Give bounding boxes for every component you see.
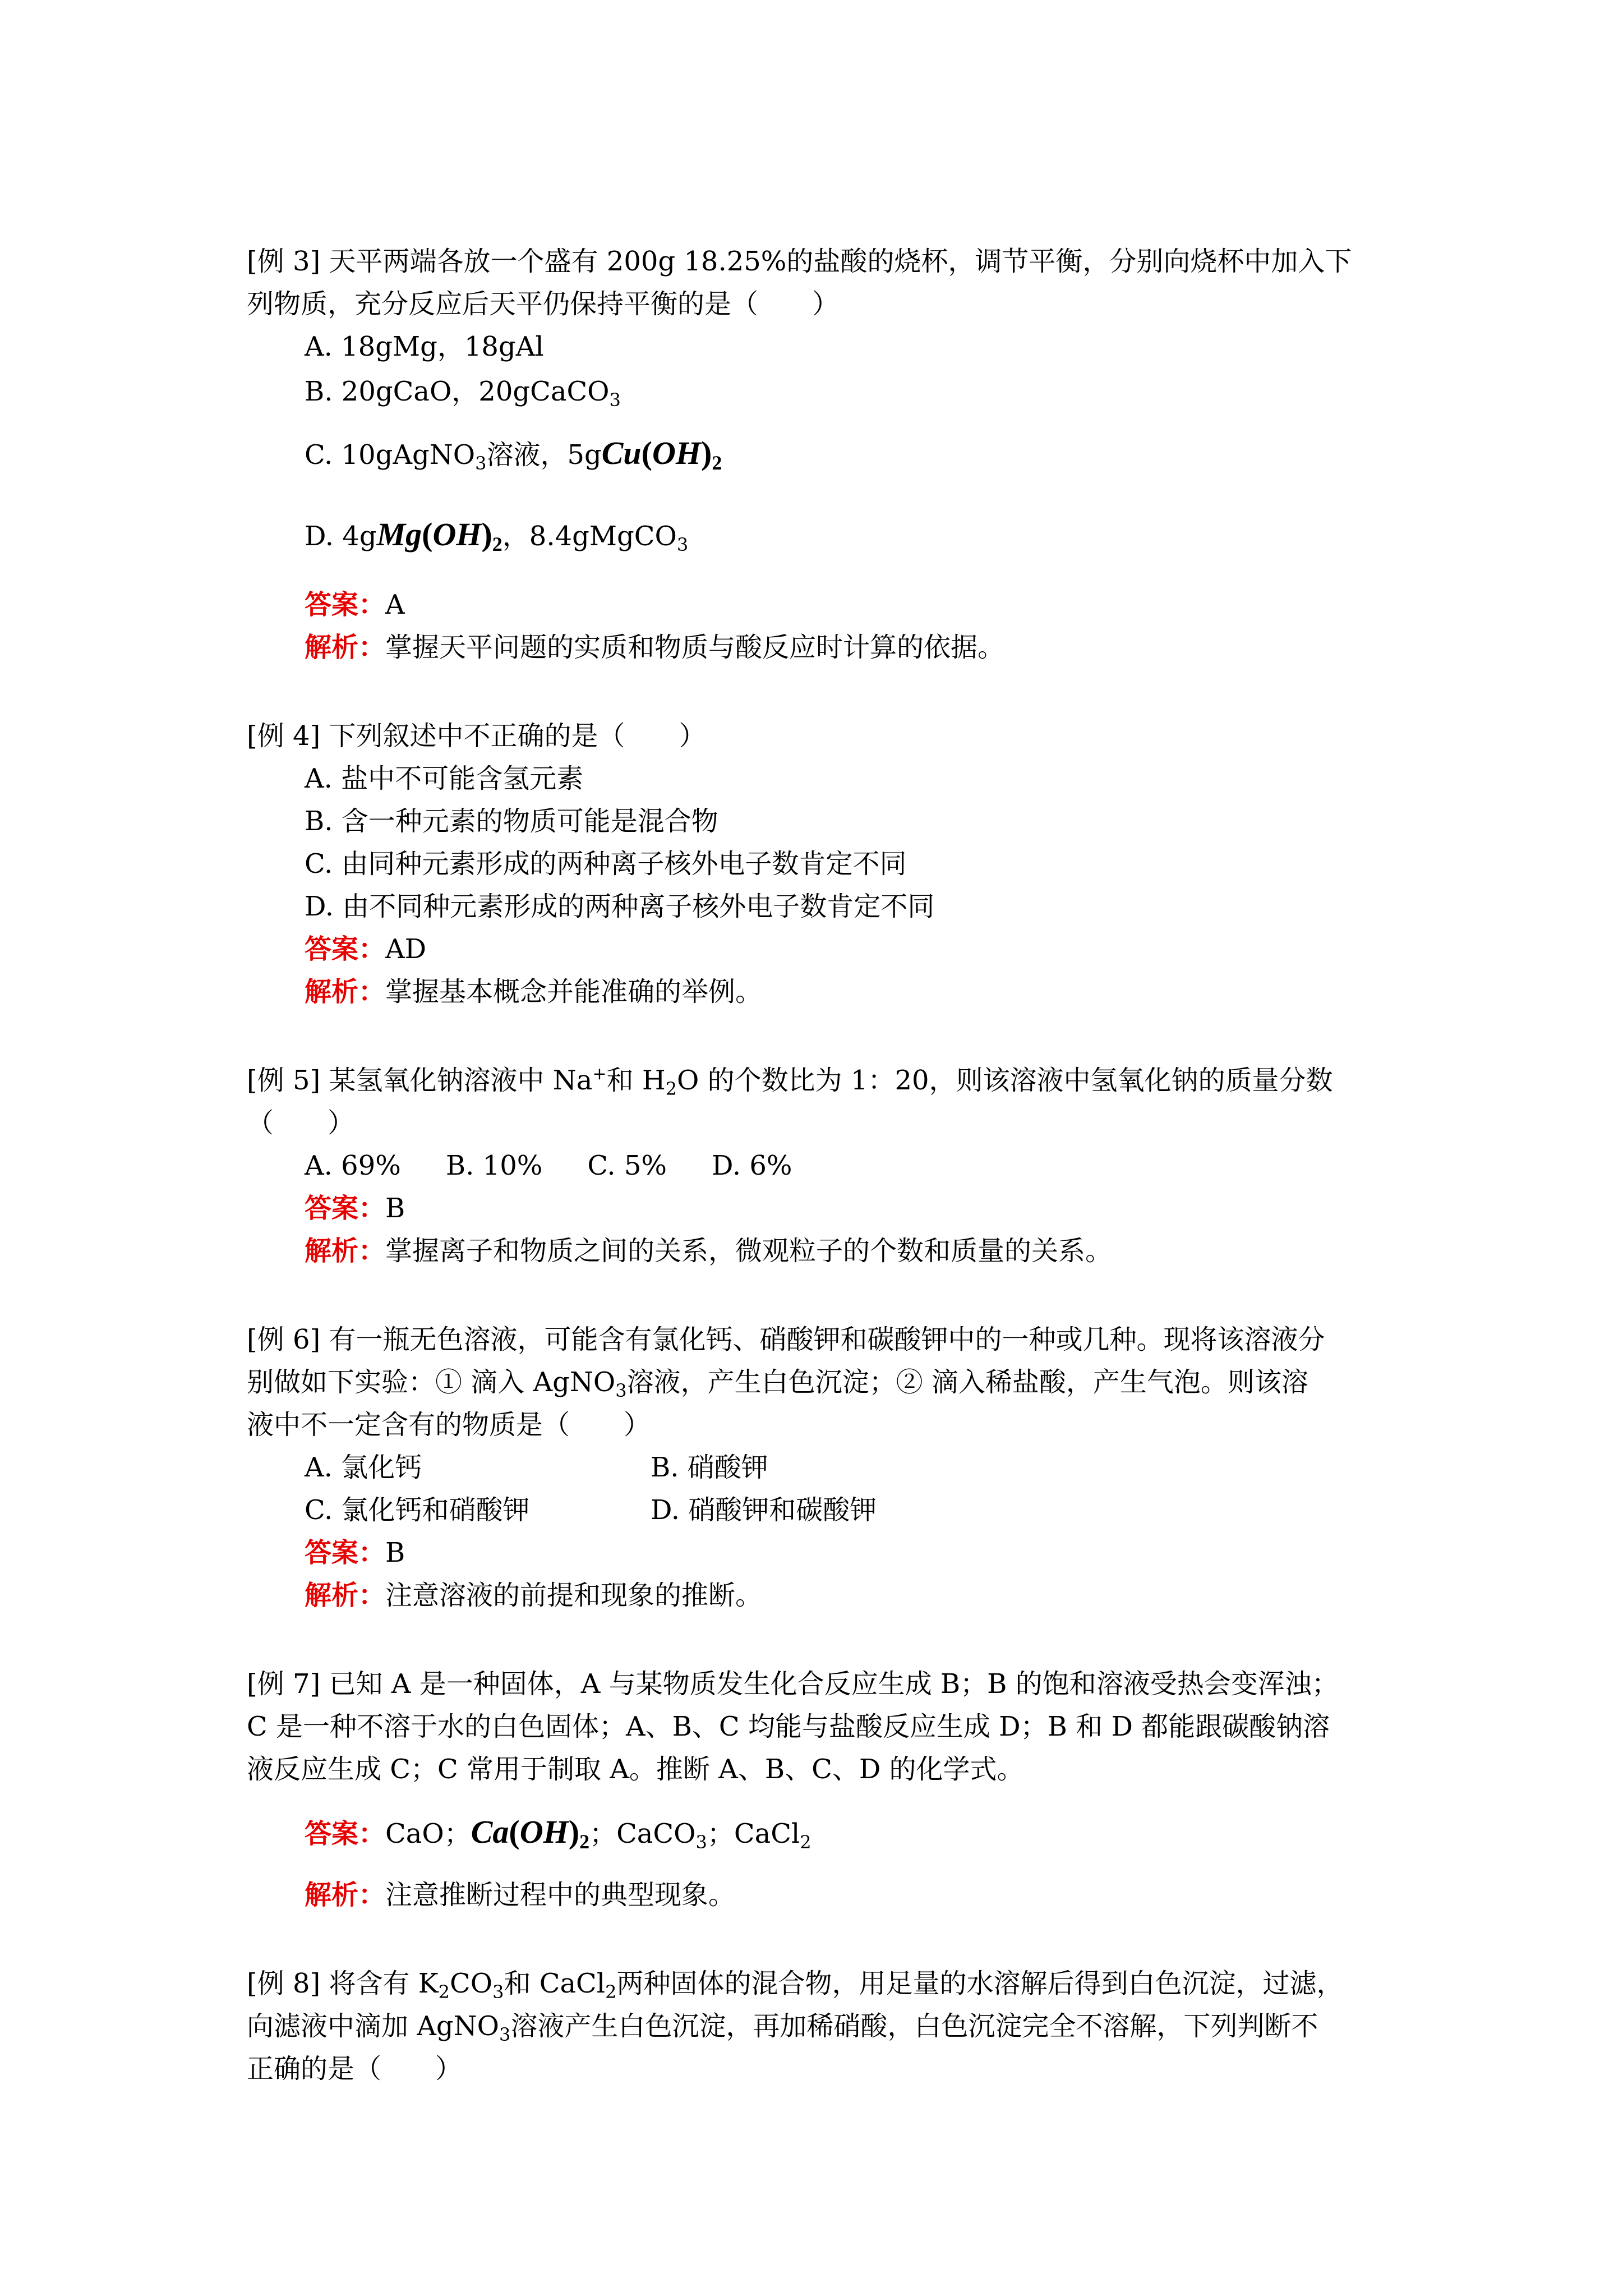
ex5-options [305,1144,792,1187]
ex8-stem-line1: [例 8] 将含有 $K_2CO_3$和 CaCl$_2$两种固体的混合物，用足量的水溶解后得到白色沉淀，过滤， [247,1968,1344,2003]
ex4-option-b: B. 含一种元素的物质可能是混合物 [305,806,718,837]
ex6-stem-line3: 液中不一定含有的物质是（ ） [247,1409,651,1441]
ex8-stem-line3: 正确的是（ ） [247,2053,463,2085]
ex8-stem-line2: 向滤液中滴加 AgNO$_3$溶液产生白色沉淀，再加稀硝酸，白色沉淀完全不溶解，下列判断不 [247,2010,1318,2045]
ex3-option-b: B. 20gCaO，20gCaCO$_3$ [305,376,621,411]
ex3-option-d: D. $4gMg(OH)_2$，8.4gMgCO$_3$ [305,516,689,555]
ex5-stem-line1: [例 5] 某氢氧化钠溶液中 Na+和 $H_2O$ 的个数比为 1：20，则该溶液中氢氧化钠的质量分数 [247,1064,1333,1099]
ex4-stem: [例 4] 下列叙述中不正确的是（ ） [247,720,706,752]
ex5-answer: 答案：B [305,1193,405,1224]
ex3-stem-line1: [例 3] 天平两端各放一个盛有 200g 18.25%的盐酸的烧杯，调节平衡，分别向烧杯中加入下 [247,246,1352,277]
ex4-option-a: A. 盐中不可能含氢元素 [305,763,584,794]
formula-cu-oh2: $Cu(OH)_2$ [601,435,722,474]
ex6-option-d: D. 硝酸钾和碳酸钾 [651,1494,877,1526]
ex4-option-c: C. 由同种元素形成的两种离子核外电子数肯定不同 [305,848,907,880]
ex7-stem-line1: [例 7] 已知 A 是一种固体，A 与某物质发生化合反应生成 B；B 的饱和溶液受热会变浑浊； [247,1668,1339,1700]
ex3-stem-line2: 列物质，充分反应后天平仍保持平衡的是（ ） [247,288,840,320]
ex5-option-d: D. 6% [712,1150,792,1181]
ex4-explanation: 解析：掌握基本概念并能准确的举例。 [305,976,763,1007]
ex4-option-d: D. 由不同种元素形成的两种离子核外电子数肯定不同 [305,891,935,922]
ex6-option-c: C. 氯化钙和硝酸钾 [305,1494,530,1526]
ex5-stem-line2: （ ） [247,1107,355,1139]
ex3-answer: 答案：A [305,589,405,620]
ex3-option-a: A. 18gMg，18gAl [305,331,544,362]
ex3-option-c: C. 10gAgNO$_3$溶液，$5gCu(OH)_2$ [305,435,722,474]
ex5-option-b: B. 10% [445,1150,543,1181]
ex6-answer: 答案：B [305,1537,405,1568]
ex4-answer: 答案：AD [305,933,427,965]
formula-ca-oh2: $Ca(OH)_2$ [471,1814,590,1853]
ex6-stem-line1: [例 6] 有一瓶无色溶液，可能含有氯化钙、硝酸钾和碳酸钾中的一种或几种。现将该溶液分 [247,1324,1325,1355]
ex6-option-b: B. 硝酸钾 [651,1452,768,1483]
formula-mg-oh2: $Mg(OH)_2$ [376,516,502,555]
ex6-stem-line2: 别做如下实验：① 滴入 AgNO$_3$溶液，产生白色沉淀；② 滴入稀盐酸，产生气泡。则该溶 [247,1366,1308,1401]
ex5-option-c: C. 5% [587,1150,667,1181]
ex7-explanation: 解析：注意推断过程中的典型现象。 [305,1879,736,1911]
ex3-explanation: 解析：掌握天平问题的实质和物质与酸反应时计算的依据。 [305,632,1005,663]
ex5-explanation: 解析：掌握离子和物质之间的关系，微观粒子的个数和质量的关系。 [305,1235,1113,1267]
ex5-option-a: A. 69% [305,1150,401,1181]
ex6-option-a: A. 氯化钙 [305,1452,422,1483]
ex7-stem-line3: 液反应生成 C；C 常用于制取 A。推断 A、B、C、D 的化学式。 [247,1754,1024,1785]
ex7-stem-line2: C 是一种不溶于水的白色固体；A、B、C 均能与盐酸反应生成 D；B 和 D 都能跟碳酸钠溶 [247,1711,1330,1742]
ex6-explanation: 解析：注意溶液的前提和现象的推断。 [305,1580,763,1611]
ex7-answer: 答案：CaO；$Ca(OH)_2$；CaCO$_3$；CaCl$_2$ [305,1814,811,1853]
